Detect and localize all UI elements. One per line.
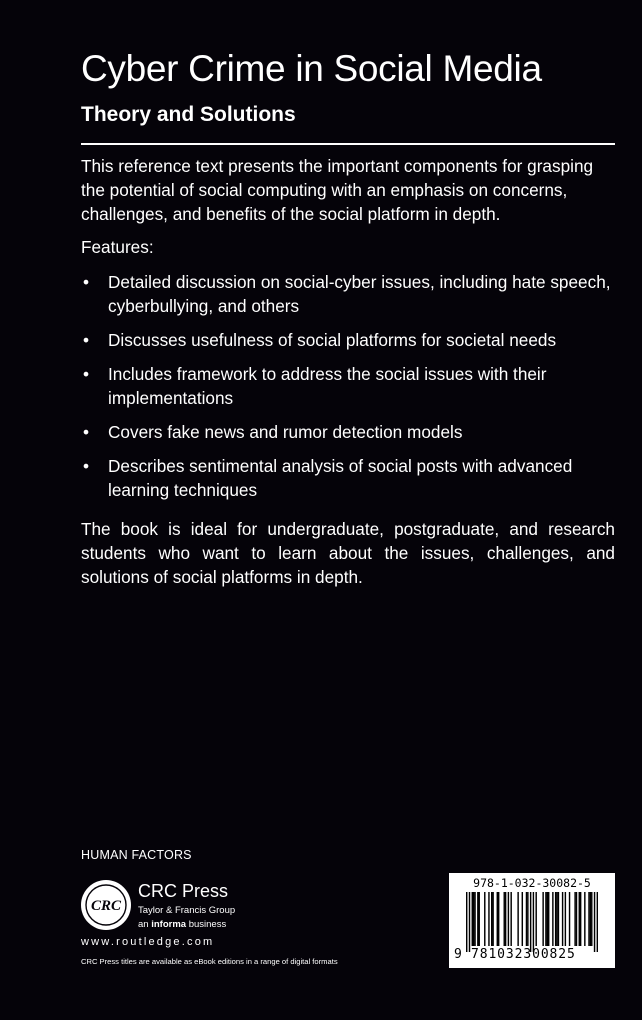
- barcode-bar: [579, 892, 580, 946]
- features-heading: Features:: [81, 237, 154, 257]
- barcode-bar: [469, 892, 470, 952]
- barcode-bar: [504, 892, 505, 946]
- barcode-bar: [558, 892, 559, 946]
- closing-paragraph: The book is ideal for undergraduate, postgraduate, and research students who want to learn about the issues, challenges, and solutions of social platforms in depth.: [81, 519, 615, 587]
- barcode-bar: [556, 892, 557, 946]
- intro-paragraph: This reference text presents the important components for grasping the potential of social computing with an emphasis on concerns, challenges, and benefits of the social platform in depth.: [81, 156, 594, 224]
- feature-text: Detailed discussion on social-cyber issues, including hate speech, cyberbullying, and others: [108, 272, 611, 316]
- barcode-bar: [588, 892, 589, 946]
- publisher-business: an informa business: [138, 919, 227, 930]
- barcode-bar: [527, 892, 528, 946]
- barcode-bar: [505, 892, 506, 946]
- feature-text: Includes framework to address the social issues with their implementations: [108, 364, 547, 408]
- series-label: HUMAN FACTORS: [81, 848, 192, 862]
- isbn-barcode: 978-1-032-30082-5 9 781032300825: [449, 873, 615, 968]
- barcode-bar: [530, 892, 531, 952]
- publisher-group: Taylor & Francis Group: [138, 905, 236, 916]
- feature-text: Discusses usefulness of social platforms for societal needs: [108, 330, 557, 350]
- barcode-bar: [542, 892, 543, 946]
- barcode-bar: [584, 892, 585, 946]
- barcode-bar: [535, 892, 536, 946]
- barcode-bars: [466, 892, 598, 952]
- barcode-bar: [574, 892, 575, 946]
- barcode-bar: [569, 892, 570, 946]
- barcode-bar: [466, 892, 467, 952]
- barcode-bar: [565, 892, 566, 946]
- features-list: [81, 270, 615, 512]
- barcode-bar: [492, 892, 493, 946]
- barcode-bar: [552, 892, 553, 946]
- bullet-icon: •: [83, 456, 90, 476]
- barcode-bar: [562, 892, 563, 946]
- barcode-bar: [474, 892, 475, 946]
- feature-text: Covers fake news and rumor detection models: [108, 422, 463, 442]
- list-item: [81, 454, 615, 502]
- feature-text: Describes sentimental analysis of social posts with advanced learning techniques: [108, 456, 573, 500]
- crc-logo-text: CRC: [90, 898, 122, 914]
- barcode-bar: [477, 892, 478, 946]
- barcode-bar: [545, 892, 546, 946]
- barcode-bar: [576, 892, 577, 946]
- barcode-bar: [510, 892, 511, 946]
- barcode-bar: [591, 892, 592, 946]
- website-link[interactable]: www.routledge.com: [81, 936, 215, 948]
- bullet-icon: •: [83, 364, 90, 384]
- bullet-icon: •: [83, 330, 90, 350]
- isbn-number: 978-1-032-30082-5: [473, 876, 591, 890]
- barcode-bar: [472, 892, 473, 946]
- title-divider: [81, 143, 615, 145]
- crc-logo-mark: [81, 880, 131, 930]
- barcode-bar: [488, 892, 489, 946]
- barcode-bar: [594, 892, 595, 952]
- barcode-bar: [479, 892, 480, 946]
- barcode-bar: [555, 892, 556, 946]
- barcode-bar: [547, 892, 548, 946]
- barcode-bar: [473, 892, 474, 946]
- bullet-icon: •: [83, 422, 90, 442]
- barcode-bar: [508, 892, 509, 946]
- barcode-bar: [590, 892, 591, 946]
- crc-logo-icon: [81, 880, 131, 930]
- list-item: [81, 362, 615, 410]
- barcode-bar: [597, 892, 598, 952]
- barcode-bar: [533, 892, 534, 952]
- list-item: [81, 420, 615, 444]
- barcode-bar: [484, 892, 485, 946]
- barcode-bar: [580, 892, 581, 946]
- barcode-bar: [498, 892, 499, 946]
- ebook-note: CRC Press titles are available as eBook editions in a range of digital formats: [81, 957, 338, 966]
- book-title: Cyber Crime in Social Media: [81, 48, 542, 89]
- barcode-bar: [548, 892, 549, 946]
- barcode-bar: [497, 892, 498, 946]
- barcode-bar: [526, 892, 527, 946]
- barcode-bar: [491, 892, 492, 946]
- list-item: [81, 328, 615, 352]
- barcode-bar: [522, 892, 523, 946]
- book-subtitle: Theory and Solutions: [81, 103, 296, 126]
- list-item: [81, 270, 615, 318]
- bullet-icon: •: [83, 272, 90, 292]
- barcode-bar: [517, 892, 518, 946]
- publisher-name: CRC Press: [138, 881, 229, 901]
